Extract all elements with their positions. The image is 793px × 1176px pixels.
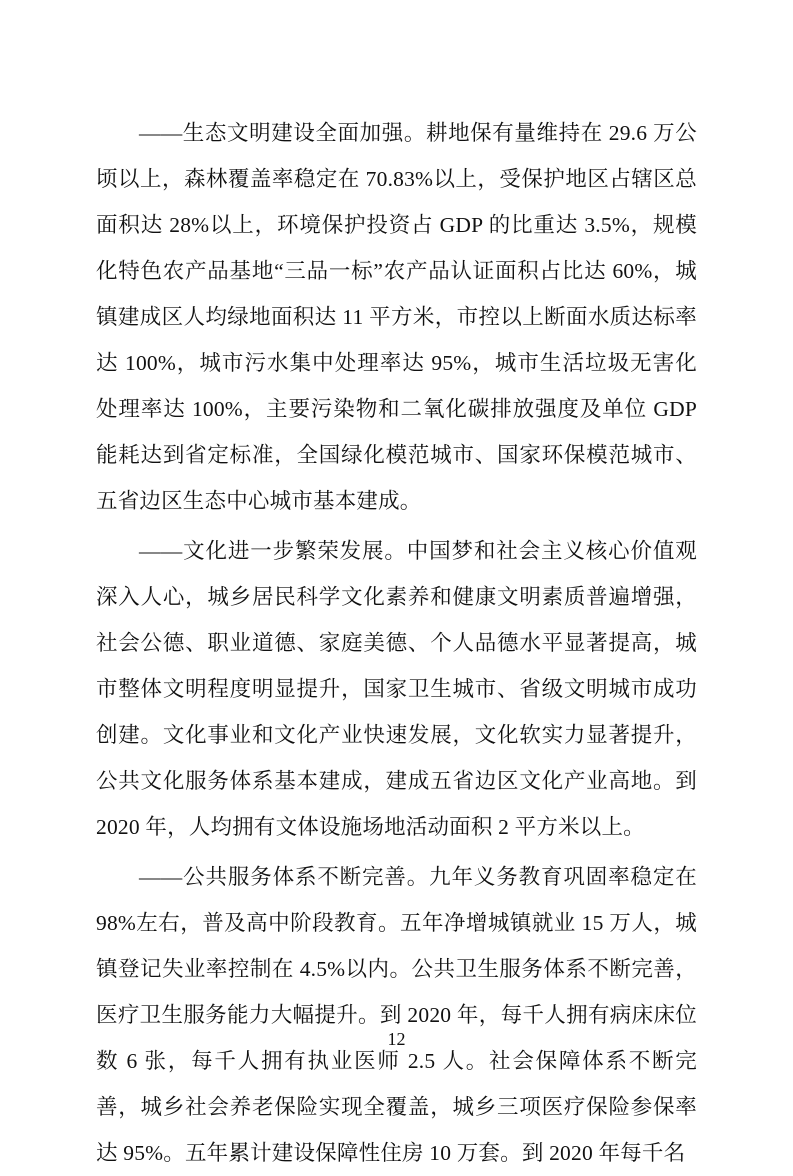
- document-body: [96, 110, 697, 1176]
- page-number: 12: [387, 1029, 406, 1049]
- paragraph-public-service-system: ——公共服务体系不断完善。九年义务教育巩固率稳定在 98%左右，普及高中阶段教育。五年净增城镇就业 15 万人，城镇登记失业率控制在 4.5%以内。公共卫生服务体系不断完善，医疗卫生服务能力大幅提升。到 2020 年，每千人拥有病床床位数 6 张，每千人拥有执业医师 2.5 人。社会保障体系不断完善，城乡社会养老保险实现全覆盖，城乡三项医疗保险参保率达 95%。五年累计建设保障性住房 10 万套。到 2020 年每千名: [96, 865, 697, 1165]
- paragraph-ecological-civilization: ——生态文明建设全面加强。耕地保有量维持在 29.6 万公顷以上，森林覆盖率稳定在 70.83%以上，受保护地区占辖区总面积达 28%以上，环境保护投资占 GDP 的比重达 3.5%，规模化特色农产品基地“三品一标”农产品认证面积占比达 60%，城镇建成区人均绿地面积达 11 平方米，市控以上断面水质达标率达 100%，城市污水集中处理率达 95%，城市生活垃圾无害化处理率达 100%，主要污染物和二氧化碳排放强度及单位 GDP 能耗达到省定标准，全国绿化模范城市、国家环保模范城市、五省边区生态中心城市基本建成。: [96, 121, 697, 513]
- paragraph-culture-development: ——文化进一步繁荣发展。中国梦和社会主义核心价值观深入人心，城乡居民科学文化素养和健康文明素质普遍增强，社会公德、职业道德、家庭美德、个人品德水平显著提高，城市整体文明程度明显提升，国家卫生城市、省级文明城市成功创建。文化事业和文化产业快速发展，文化软实力显著提升，公共文化服务体系基本建成，建成五省边区文化产业高地。到 2020 年，人均拥有文体设施场地活动面积 2 平方米以上。: [96, 539, 697, 839]
